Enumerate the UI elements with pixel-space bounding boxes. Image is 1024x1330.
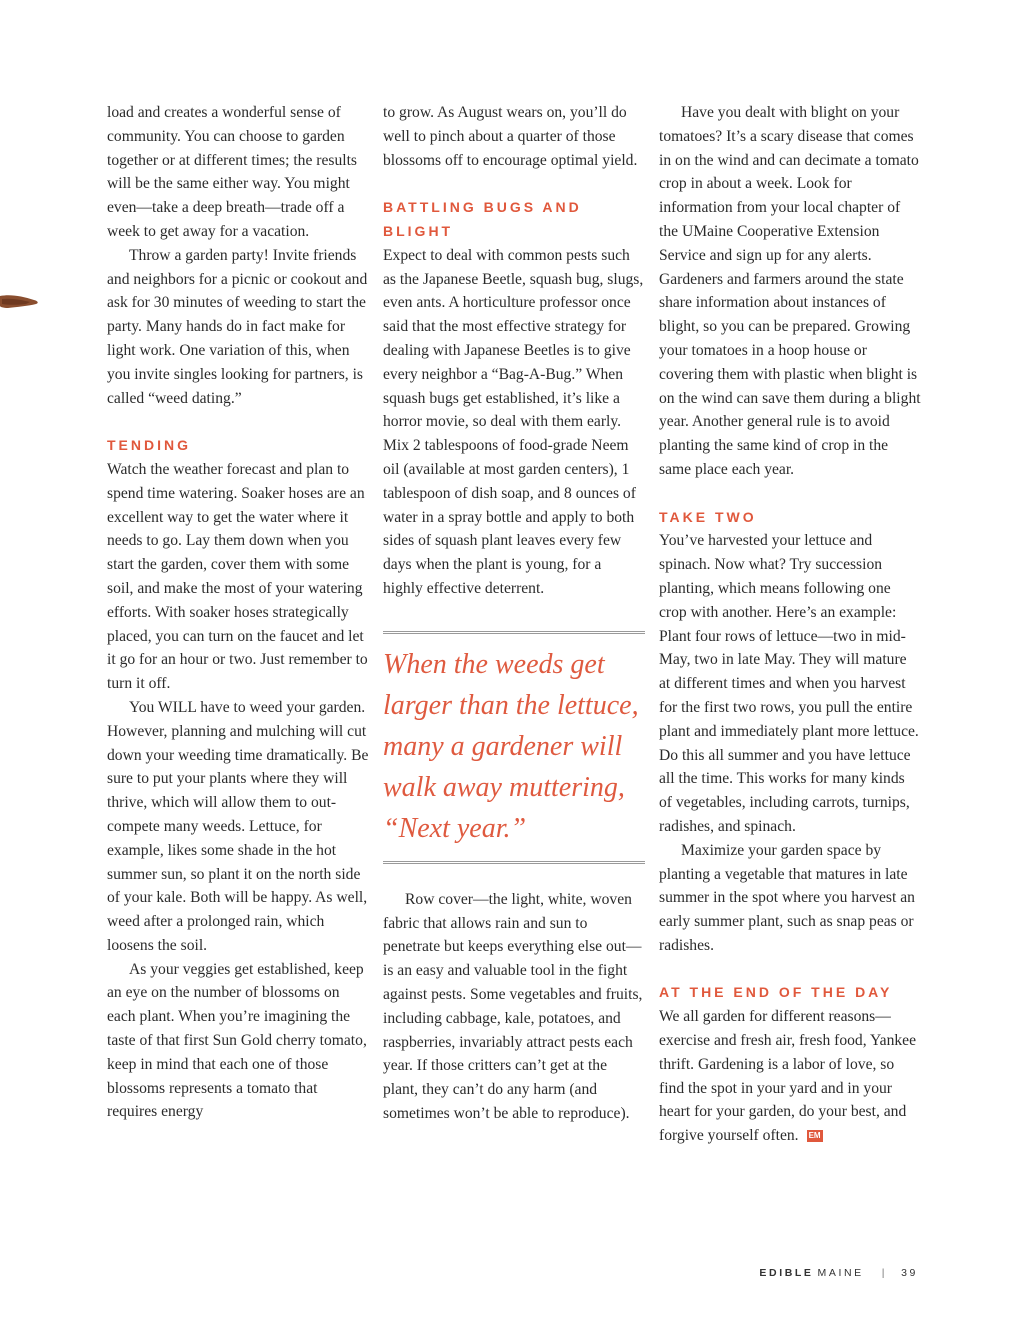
paragraph: to grow. As August wears on, you’ll do well to pinch about a quarter of those blossoms off to encourage optimal yield. (383, 104, 638, 169)
paragraph: Watch the weather forecast and plan to spend time watering. Soaker hoses are an excellent way to get the water where it needs to go. Lay them down when you start the garden, cover them with some soil, and make the most of your watering efforts. With soaker hoses strategically placed, you can turn on the faucet and let it go for an hour or two. Just remember to turn it off. (107, 460, 368, 693)
paragraph: Row cover—the light, white, woven fabric that allows rain and sun to penetrate but keeps everything else out—is an easy and valuable tool in the fight against pests. Some vegetables and fruits, including cabbage, kale, potatoes, and raspberries, invariably attract pests each year. If those critters can’t get at the plant, they can’t do any harm (and sometimes won’t be able to reproduce). (383, 890, 643, 1122)
section-heading-take-two: TAKE TWO (659, 508, 757, 525)
article-column-1 (107, 101, 369, 1124)
article-column-3 (659, 101, 921, 1148)
decorative-splatter (0, 290, 40, 314)
section-heading-end-of-day: AT THE END OF THE DAY (659, 984, 893, 1001)
footer-brand-maine: MAINE (817, 1267, 864, 1279)
end-mark-logo: EM (808, 1131, 821, 1141)
paragraph-text: We all garden for different reasons—exercise and fresh air, fresh food, Yankee thrift. Gardening is a labor of love, so find the spot in your yard and in your heart for your garden, do your best, and forgive yourself often. (659, 1008, 917, 1145)
section-heading-battling-bugs: BATTLING BUGS AND BLIGHT (383, 199, 582, 239)
paragraph: You WILL have to weed your garden. However, planning and mulching will cut down your weeding time dramatically. Be sure to put your plants where they will thrive, which will allow them to out-compete many weeds. Lettuce, for example, likes some shade in the hot summer sun, so plant it on the north side of your kale. Both will be happy. As well, weed after a prolonged rain, which loosens the soil. (107, 698, 369, 954)
section-heading-tending: TENDING (107, 437, 191, 454)
paragraph: load and creates a wonderful sense of community. You can choose to garden together or at different times; the results will be the same either way. You might even—take a deep breath—trade off a week to get away for a vacation. (107, 104, 358, 240)
pull-quote-line: walk away muttering, (383, 771, 625, 803)
paragraph (659, 1005, 921, 1148)
paragraph: Have you dealt with blight on your tomatoes? It’s a scary disease that comes in on the wind and can decimate a tomato crop in about a week. Look for information from your local chapter of the UMaine Cooperative Extension Service and sign up for any alerts. Gardeners and farmers around the state share information about instances of blight, so you can be prepared. Growing your tomatoes in a hoop house or covering them with plastic when blight is on the wind can save them during a blight year. Another general rule is to avoid planting the same kind of crop in the same place each year. (659, 104, 921, 478)
paragraph: Maximize your garden space by planting a vegetable that matures in late summer in the spot where you harvest an early summer plant, such as snap peas or radishes. (659, 841, 915, 954)
footer-brand-edible: EDIBLE (759, 1267, 814, 1279)
footer-separator: | (881, 1267, 888, 1279)
paragraph: You’ve harvested your lettuce and spinach. Now what? Try succession planting, which means following one crop with another. Here’s an example: Plant four rows of lettuce—two in mid-May, two in late May. They will mature at different times and when you harvest for the first two rows, you pull the entire plant and immediately plant more lettuce. Do this all summer and you have lettuce all the time. This works for many kinds of vegetables, including carrots, turnips, radishes, and spinach. (659, 532, 919, 835)
pull-quote-line: When the weeds get (383, 648, 605, 680)
pull-quote-line: “Next year.” (383, 812, 527, 844)
page-number: 39 (901, 1267, 918, 1279)
page-footer (759, 1267, 918, 1279)
article-column-2 (383, 101, 645, 1126)
paragraph: Expect to deal with common pests such as the Japanese Beetle, squash bug, slugs, even ants. A horticulture professor once said that the most effective strategy for dealing with Japanese Beetles is to give every neighbor a “Bag-A-Bug.” When squash bugs get established, it’s like a horror movie, so deal with them early. Mix 2 tablespoons of food-grade Neem oil (available at most garden centers), 1 tablespoon of dish soap, and 8 ounces of water in a spray bottle and apply to both sides of squash plant leaves every few days when the plant is young, for a highly effective deterrent. (383, 246, 644, 597)
pull-quote-line: many a gardener will (383, 730, 623, 762)
paragraph: As your veggies get established, keep an eye on the number of blossoms on each plant. When you’re imagining the taste of that first Sun Gold cherry tomato, keep in mind that each one of those blossoms represents a tomato that requires energy (107, 960, 367, 1121)
pull-quote-line: larger than the lettuce, (383, 689, 639, 721)
paragraph: Throw a garden party! Invite friends and neighbors for a picnic or cookout and ask for 30 minutes of weeding to start the party. Many hands do in fact make for light work. One variation of this, when you invite singles looking for partners, is called “weed dating.” (107, 246, 368, 407)
pull-quote (383, 631, 645, 864)
